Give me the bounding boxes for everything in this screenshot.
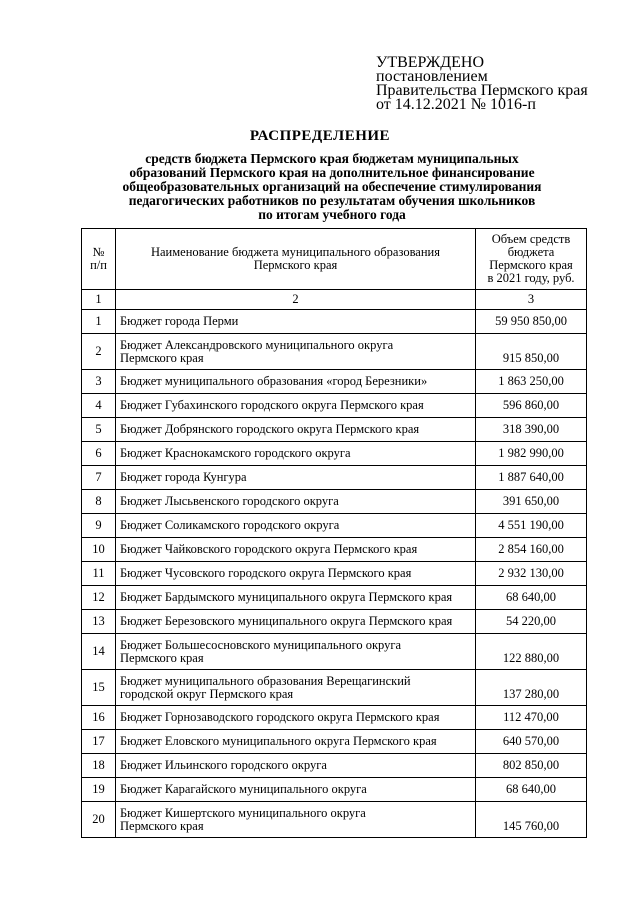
budget-amount: 318 390,00 — [476, 418, 587, 442]
table-row — [82, 418, 587, 442]
budget-name: Бюджет Соликамского городского округа — [116, 514, 476, 538]
document-subtitle — [70, 152, 594, 222]
approval-stamp — [376, 56, 588, 112]
budget-name: Бюджет Карагайского муниципального округа — [116, 778, 476, 802]
subtitle-line: по итогам учебного года — [258, 207, 406, 222]
table-row — [82, 610, 587, 634]
row-number: 18 — [82, 754, 116, 778]
column-index: 3 — [476, 290, 587, 310]
row-number: 15 — [82, 670, 116, 706]
approval-line: постановлением — [376, 68, 488, 85]
row-number: 20 — [82, 802, 116, 838]
header-number: № п/п — [82, 229, 116, 290]
budget-amount: 122 880,00 — [476, 634, 587, 670]
table-row — [82, 466, 587, 490]
row-number: 16 — [82, 706, 116, 730]
row-number: 9 — [82, 514, 116, 538]
budget-name: Бюджет Березовского муниципального округа Пермского края — [116, 610, 476, 634]
budget-amount: 112 470,00 — [476, 706, 587, 730]
table-row — [82, 586, 587, 610]
budget-amount: 2 854 160,00 — [476, 538, 587, 562]
table-row — [82, 634, 587, 670]
budget-name: Бюджет города Перми — [116, 310, 476, 334]
budget-name: Бюджет Кишертского муниципального округа Пермского края — [116, 802, 476, 838]
subtitle-line: средств бюджета Пермского края бюджетам муниципальных — [145, 151, 519, 166]
budget-name: Бюджет муниципального образования «город Березники» — [116, 370, 476, 394]
budget-amount: 802 850,00 — [476, 754, 587, 778]
approval-line: Правительства Пермского края — [376, 82, 588, 99]
subtitle-line: педагогических работников по результатам обучения школьников — [128, 193, 536, 208]
budget-name: Бюджет Большесосновского муниципального округа Пермского края — [116, 634, 476, 670]
table-row — [82, 730, 587, 754]
approval-date: от 14.12.2021 № 1016-п — [376, 96, 536, 113]
budget-amount: 1 887 640,00 — [476, 466, 587, 490]
budget-name: Бюджет Губахинского городского округа Пермского края — [116, 394, 476, 418]
budget-amount: 1 863 250,00 — [476, 370, 587, 394]
row-number: 13 — [82, 610, 116, 634]
budget-amount: 596 860,00 — [476, 394, 587, 418]
column-index-row — [82, 290, 587, 310]
subtitle-line: общеобразовательных организаций на обеспечение стимулирования — [122, 179, 542, 194]
table-row — [82, 370, 587, 394]
budget-amount: 68 640,00 — [476, 586, 587, 610]
table-row — [82, 310, 587, 334]
table-row — [82, 490, 587, 514]
budget-name: Бюджет Краснокамского городского округа — [116, 442, 476, 466]
budget-amount: 59 950 850,00 — [476, 310, 587, 334]
distribution-table — [81, 228, 587, 838]
approval-title: УТВЕРЖДЕНО — [376, 54, 485, 71]
row-number: 10 — [82, 538, 116, 562]
row-number: 17 — [82, 730, 116, 754]
document-title: РАСПРЕДЕЛЕНИЕ — [249, 128, 391, 144]
table-row — [82, 754, 587, 778]
header-amount: Объем средств бюджета Пермского края в 2021 году, руб. — [476, 229, 587, 290]
row-number: 1 — [82, 310, 116, 334]
row-number: 4 — [82, 394, 116, 418]
budget-name: Бюджет Чайковского городского округа Пермского края — [116, 538, 476, 562]
budget-amount: 915 850,00 — [476, 334, 587, 370]
row-number: 11 — [82, 562, 116, 586]
budget-amount: 1 982 990,00 — [476, 442, 587, 466]
table-row — [82, 706, 587, 730]
row-number: 19 — [82, 778, 116, 802]
table-row — [82, 778, 587, 802]
budget-amount: 4 551 190,00 — [476, 514, 587, 538]
table-row — [82, 562, 587, 586]
budget-name: Бюджет Лысьвенского городского округа — [116, 490, 476, 514]
budget-amount: 145 760,00 — [476, 802, 587, 838]
table-row — [82, 538, 587, 562]
budget-amount: 2 932 130,00 — [476, 562, 587, 586]
table-row — [82, 442, 587, 466]
budget-name: Бюджет Горнозаводского городского округа Пермского края — [116, 706, 476, 730]
column-index: 1 — [82, 290, 116, 310]
budget-amount: 137 280,00 — [476, 670, 587, 706]
header-name: Наименование бюджета муниципального образования Пермского края — [116, 229, 476, 290]
table-row — [82, 394, 587, 418]
table-header-row — [82, 229, 587, 290]
budget-name: Бюджет Александровского муниципального округа Пермского края — [116, 334, 476, 370]
row-number: 5 — [82, 418, 116, 442]
table-row — [82, 670, 587, 706]
column-index: 2 — [116, 290, 476, 310]
table-row — [82, 514, 587, 538]
row-number: 14 — [82, 634, 116, 670]
budget-name: Бюджет Добрянского городского округа Пермского края — [116, 418, 476, 442]
budget-name: Бюджет Еловского муниципального округа Пермского края — [116, 730, 476, 754]
budget-amount: 640 570,00 — [476, 730, 587, 754]
table-row — [82, 334, 587, 370]
row-number: 6 — [82, 442, 116, 466]
row-number: 12 — [82, 586, 116, 610]
row-number: 7 — [82, 466, 116, 490]
table-row — [82, 802, 587, 838]
row-number: 3 — [82, 370, 116, 394]
budget-name: Бюджет Чусовского городского округа Пермского края — [116, 562, 476, 586]
budget-name: Бюджет Бардымского муниципального округа Пермского края — [116, 586, 476, 610]
budget-name: Бюджет города Кунгура — [116, 466, 476, 490]
subtitle-line: образований Пермского края на дополнительное финансирование — [129, 165, 535, 180]
budget-amount: 68 640,00 — [476, 778, 587, 802]
budget-name: Бюджет муниципального образования Верещагинский городской округ Пермского края — [116, 670, 476, 706]
row-number: 2 — [82, 334, 116, 370]
budget-amount: 391 650,00 — [476, 490, 587, 514]
budget-amount: 54 220,00 — [476, 610, 587, 634]
row-number: 8 — [82, 490, 116, 514]
budget-name: Бюджет Ильинского городского округа — [116, 754, 476, 778]
